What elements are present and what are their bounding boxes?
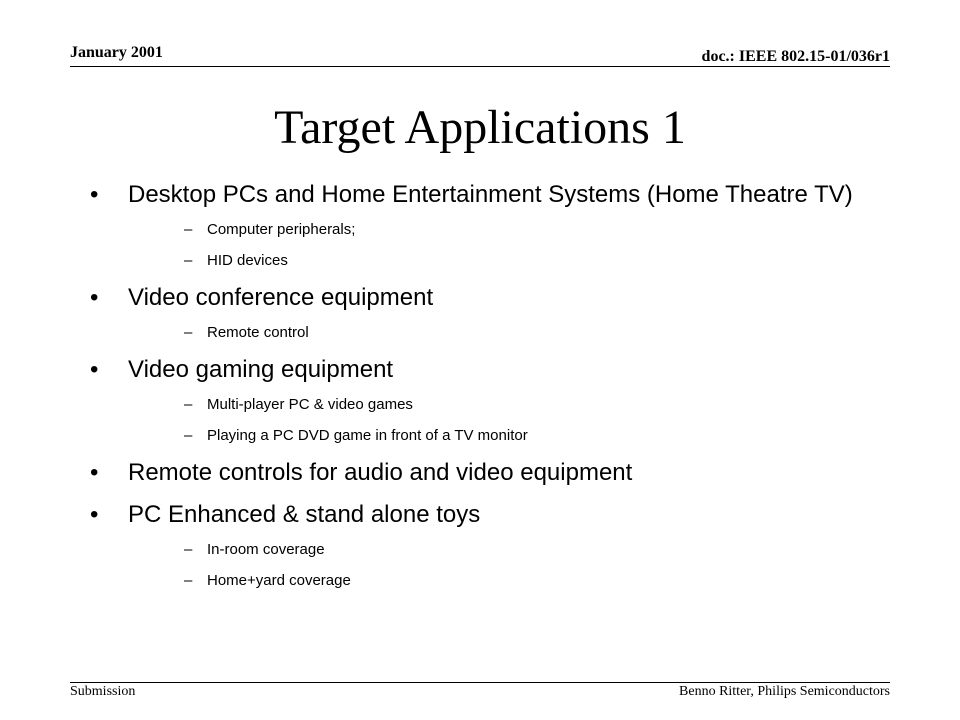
- footer-author: Benno Ritter, Philips Semiconductors: [679, 684, 890, 699]
- sub-list: [128, 395, 890, 446]
- sub-bullet-text: Home+yard coverage: [207, 572, 351, 589]
- sub-bullet-text: Playing a PC DVD game in front of a TV monitor: [207, 427, 528, 444]
- sub-bullet-text: HID devices: [207, 252, 288, 269]
- bullet-item: [90, 500, 890, 591]
- sub-bullet-text: Computer peripherals;: [207, 221, 356, 238]
- sub-bullet-marker: –: [184, 427, 193, 444]
- sub-list: [128, 540, 890, 591]
- slide-title: Target Applications 1: [274, 101, 686, 154]
- header-divider: [70, 66, 890, 67]
- bullet-text: Video gaming equipment: [128, 356, 394, 383]
- footer-divider: [70, 682, 890, 683]
- sub-list: [128, 323, 890, 343]
- sub-bullet-marker: –: [184, 221, 193, 238]
- footer-submission: Submission: [70, 684, 136, 699]
- sub-bullet-item: [128, 323, 890, 343]
- sub-bullet-item: [128, 395, 890, 415]
- bullet-text: Remote controls for audio and video equipment: [128, 459, 633, 486]
- bullet-marker: •: [90, 356, 99, 383]
- sub-bullet-item: [128, 540, 890, 560]
- sub-bullet-marker: –: [184, 572, 193, 589]
- bullet-item: [90, 180, 890, 271]
- header-date: January 2001: [70, 44, 163, 61]
- bullet-text: PC Enhanced & stand alone toys: [128, 501, 481, 528]
- bullet-item: [90, 458, 890, 488]
- sub-bullet-marker: –: [184, 252, 193, 269]
- sub-bullet-text: In-room coverage: [207, 541, 325, 558]
- bullet-text: Video conference equipment: [128, 284, 434, 311]
- bullet-item: [90, 355, 890, 446]
- sub-bullet-marker: –: [184, 541, 193, 558]
- sub-bullet-item: [128, 571, 890, 591]
- sub-bullet-item: [128, 426, 890, 446]
- bullet-text: Desktop PCs and Home Entertainment Systems (Home Theatre TV): [128, 181, 853, 208]
- bullet-marker: •: [90, 459, 99, 486]
- header-doc-id: doc.: IEEE 802.15-01/036r1: [701, 48, 890, 65]
- sub-bullet-text: Remote control: [207, 324, 309, 341]
- sub-bullet-marker: –: [184, 396, 193, 413]
- sub-list: [128, 220, 890, 271]
- bullet-item: [90, 283, 890, 343]
- bullet-list: [90, 180, 890, 603]
- sub-bullet-item: [128, 251, 890, 271]
- bullet-marker: •: [90, 501, 99, 528]
- sub-bullet-item: [128, 220, 890, 240]
- bullet-marker: •: [90, 181, 99, 208]
- bullet-marker: •: [90, 284, 99, 311]
- sub-bullet-marker: –: [184, 324, 193, 341]
- sub-bullet-text: Multi-player PC & video games: [207, 396, 413, 413]
